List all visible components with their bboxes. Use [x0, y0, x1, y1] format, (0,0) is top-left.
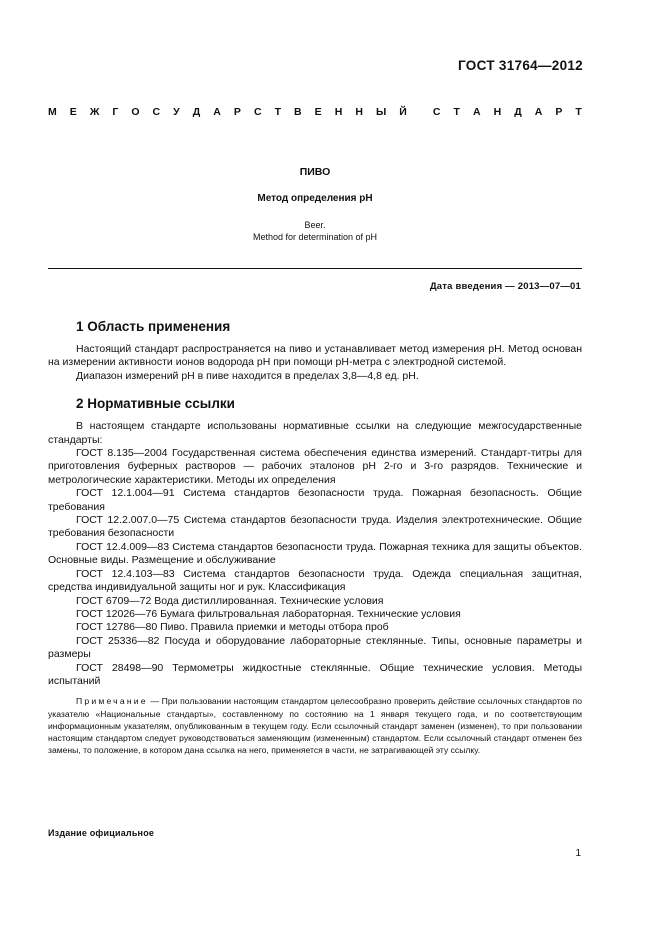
heading-letter: В [294, 106, 302, 118]
document-number: ГОСТ 31764—2012 [458, 58, 583, 73]
paragraph: Настоящий стандарт распространяется на пиво и устанавливает метод измерения pH. Метод основан на измерении активности ионов водорода pH при помощи pH-метра с электродной системой. [48, 343, 582, 369]
reference-item: ГОСТ 8.135—2004 Государственная система обеспечения единства измерений. Стандарт-титры для приготовления буферных растворов — рабочих эталонов pH 2-го и 3-го разрядов. Технические и метрологические характеристики. Методы их определения [48, 447, 582, 486]
note [48, 695, 582, 756]
reference-item: ГОСТ 28498—90 Термометры жидкостные стеклянные. Общие технические условия. Методы испытаний [48, 661, 582, 687]
document-body [48, 318, 582, 765]
heading-letter: Д [192, 106, 201, 118]
paragraph: В настоящем стандарте использованы нормативные ссылки на следующие межгосударственные стандарты: [48, 420, 582, 446]
heading-letter: Н [493, 106, 502, 118]
heading-letter: А [472, 106, 481, 118]
english-title [48, 219, 582, 243]
section-heading: 2 Нормативные ссылки [76, 396, 235, 412]
heading-letter: Е [69, 106, 77, 118]
standard-subtitle: Метод определения pH [257, 193, 373, 204]
reference-item: ГОСТ 6709—72 Вода дистиллированная. Технические условия [76, 594, 384, 607]
heading-letter: Й [399, 106, 407, 118]
heading-letter: С [152, 106, 161, 118]
heading-letter: Р [233, 106, 241, 118]
heading-letter: Т [274, 106, 281, 118]
heading-letter: Ы [375, 106, 387, 118]
heading-letter: Н [355, 106, 363, 118]
introduction-date: Дата введения — 2013—07—01 [429, 281, 581, 292]
heading-letter: О [131, 106, 140, 118]
heading-letter: Ж [89, 106, 100, 118]
heading-letter: Т [453, 106, 460, 118]
official-edition-label: Издание официальное [48, 828, 155, 838]
heading-letter: С [253, 106, 262, 118]
reference-item: ГОСТ 25336—82 Посуда и оборудование лабораторные стеклянные. Типы, основные параметры и размеры [48, 634, 582, 661]
title-divider [48, 268, 582, 269]
interstate-standard-heading [48, 106, 582, 118]
heading-letter: С [432, 106, 441, 118]
heading-letter: Е [314, 106, 322, 118]
reference-item: ГОСТ 12.4.103—83 Система стандартов безопасности труда. Одежда специальная защитная, средства индивидуальной защиты ног и рук. Классификация [48, 567, 582, 594]
reference-item: ГОСТ 12026—76 Бумага фильтровальная лабораторная. Технические условия [76, 607, 461, 620]
paragraph: Диапазон измерений pH в пиве находится в пределах 3,8—4,8 ед. pH. [76, 369, 419, 382]
reference-item: ГОСТ 12.4.009—83 Система стандартов безопасности труда. Пожарная техника для защиты объектов. Основные виды. Размещение и обслуживание [48, 540, 582, 567]
heading-letter: А [534, 106, 543, 118]
heading-letter: Д [514, 106, 522, 118]
heading-letter: А [213, 106, 221, 118]
page-number: 1 [575, 848, 581, 859]
english-title-line-2: Method for determination of pH [252, 232, 378, 242]
section-scope [48, 318, 582, 383]
reference-item: ГОСТ 12786—80 Пиво. Правила приемки и методы отбора проб [76, 621, 389, 634]
heading-letter: Р [555, 106, 563, 118]
heading-letter: Т [575, 106, 582, 118]
reference-item: ГОСТ 12.2.007.0—75 Система стандартов безопасности труда. Изделия электротехнические. Общие требования безопасности [48, 514, 582, 540]
note-text: — При пользовании настоящим стандартом целесообразно проверить действие ссылочных стандартов по указателю «Национальные стандарты», составленному по состоянию на 1 января текущего года, и по соответствующим информационным указателям, опубликованным в текущем году. Если ссылочный стандарт заменен (изменен), то при пользовании настоящим стандартом следует руководствоваться заменяющим (измененным) стандартом. Если ссылочный стандарт отменен без замены, то положение, в котором дана ссылка на него, применяется в части, не затрагивающей эту ссылку. [48, 696, 582, 756]
heading-letter: Г [112, 106, 119, 118]
section-heading: 1 Область применения [76, 319, 231, 334]
heading-letter: Н [334, 106, 343, 118]
english-title-line-1: Beer. [304, 220, 326, 230]
heading-letter: У [173, 106, 180, 118]
reference-item: ГОСТ 12.1.004—91 Система стандартов безопасности труда. Пожарная безопасность. Общие требования [48, 487, 582, 513]
heading-letter: М [48, 106, 57, 118]
standard-title: ПИВО [299, 166, 331, 178]
note-label: Примечание [76, 696, 148, 707]
section-normative-references [48, 395, 582, 756]
